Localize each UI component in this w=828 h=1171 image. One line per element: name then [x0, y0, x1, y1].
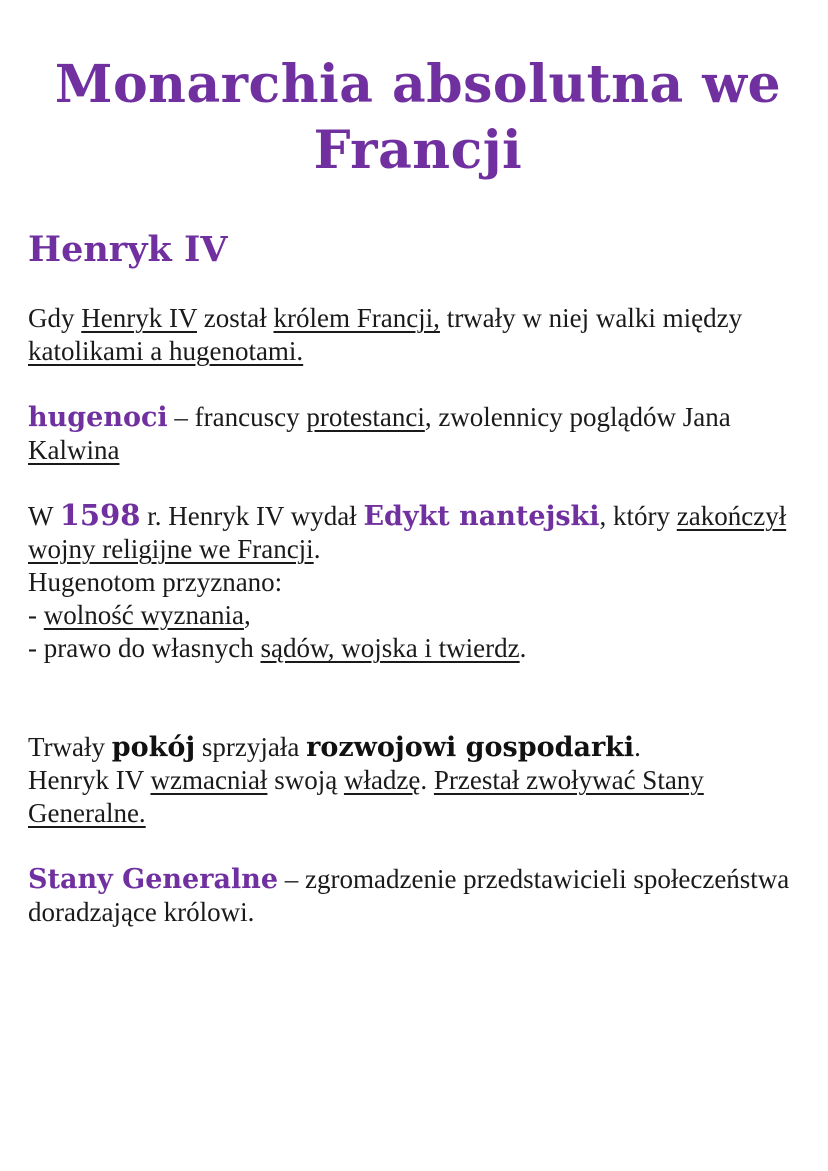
underlined-term: władzę	[343, 765, 421, 795]
edict-name: Edykt nantejski	[363, 501, 600, 532]
peace-sentence	[28, 731, 808, 764]
paragraph-intro	[28, 302, 808, 368]
text-span: -	[28, 600, 44, 630]
definition-term: hugenoci	[28, 402, 168, 433]
text-span: – francuscy	[167, 402, 307, 432]
underlined-term: zakończył wojny religijne we Francji	[28, 501, 787, 564]
section-heading: Henryk IV	[28, 229, 228, 270]
text-span: .	[313, 534, 321, 564]
underlined-term: protestanci	[306, 402, 425, 432]
power-sentence	[28, 764, 808, 830]
underlined-term: królem Francji,	[273, 303, 440, 333]
text-span: sprzyjała	[195, 732, 307, 762]
text-span: W	[28, 501, 60, 531]
bold-term: rozwojowi gospodarki	[306, 732, 635, 763]
text-span: – zgromadzenie przedstawicieli społeczeństwa doradzające królowi.	[28, 864, 790, 927]
paragraph-peace	[28, 731, 808, 830]
underlined-term: Henryk IV	[81, 303, 197, 333]
text-span: r. Henryk IV wydał	[140, 501, 364, 531]
rights-item	[28, 632, 808, 665]
text-span: - prawo do własnych	[28, 633, 261, 663]
text-span: Gdy	[28, 303, 82, 333]
underlined-term: Przestał zwoływać Stany Generalne.	[28, 765, 704, 828]
text-span: został	[196, 303, 274, 333]
text-span: .	[634, 732, 641, 762]
rights-item	[28, 599, 808, 632]
text-span: , który	[599, 501, 677, 531]
underlined-term: sądów, wojska i twierdz	[260, 633, 520, 663]
paragraph-edict	[28, 499, 808, 665]
underlined-term: katolikami a hugenotami.	[28, 336, 304, 366]
definition-stany-generalne	[28, 863, 808, 929]
definition-term: Stany Generalne	[28, 864, 279, 895]
text-span: ,	[243, 600, 251, 630]
text-span: Trwały	[28, 732, 112, 762]
text-span: .	[420, 765, 434, 795]
edict-sentence	[28, 499, 808, 566]
document-page	[28, 52, 808, 929]
rights-intro: Hugenotom przyznano:	[28, 567, 283, 597]
text-span: Henryk IV	[28, 765, 151, 795]
bold-term: pokój	[111, 732, 196, 763]
text-span: swoją	[267, 765, 344, 795]
underlined-term: wzmacniał	[150, 765, 268, 795]
underlined-term: Kalwina	[28, 435, 120, 465]
text-span: .	[519, 633, 527, 663]
page-title: Monarchia absolutna we Francji	[54, 54, 782, 181]
text-span: trwały w niej walki między	[439, 303, 743, 333]
definition-hugenoci	[28, 401, 808, 467]
year-highlight: 1598	[59, 498, 141, 532]
text-span: , zwolennicy poglądów Jana	[424, 402, 731, 432]
underlined-term: wolność wyznania	[43, 600, 244, 630]
